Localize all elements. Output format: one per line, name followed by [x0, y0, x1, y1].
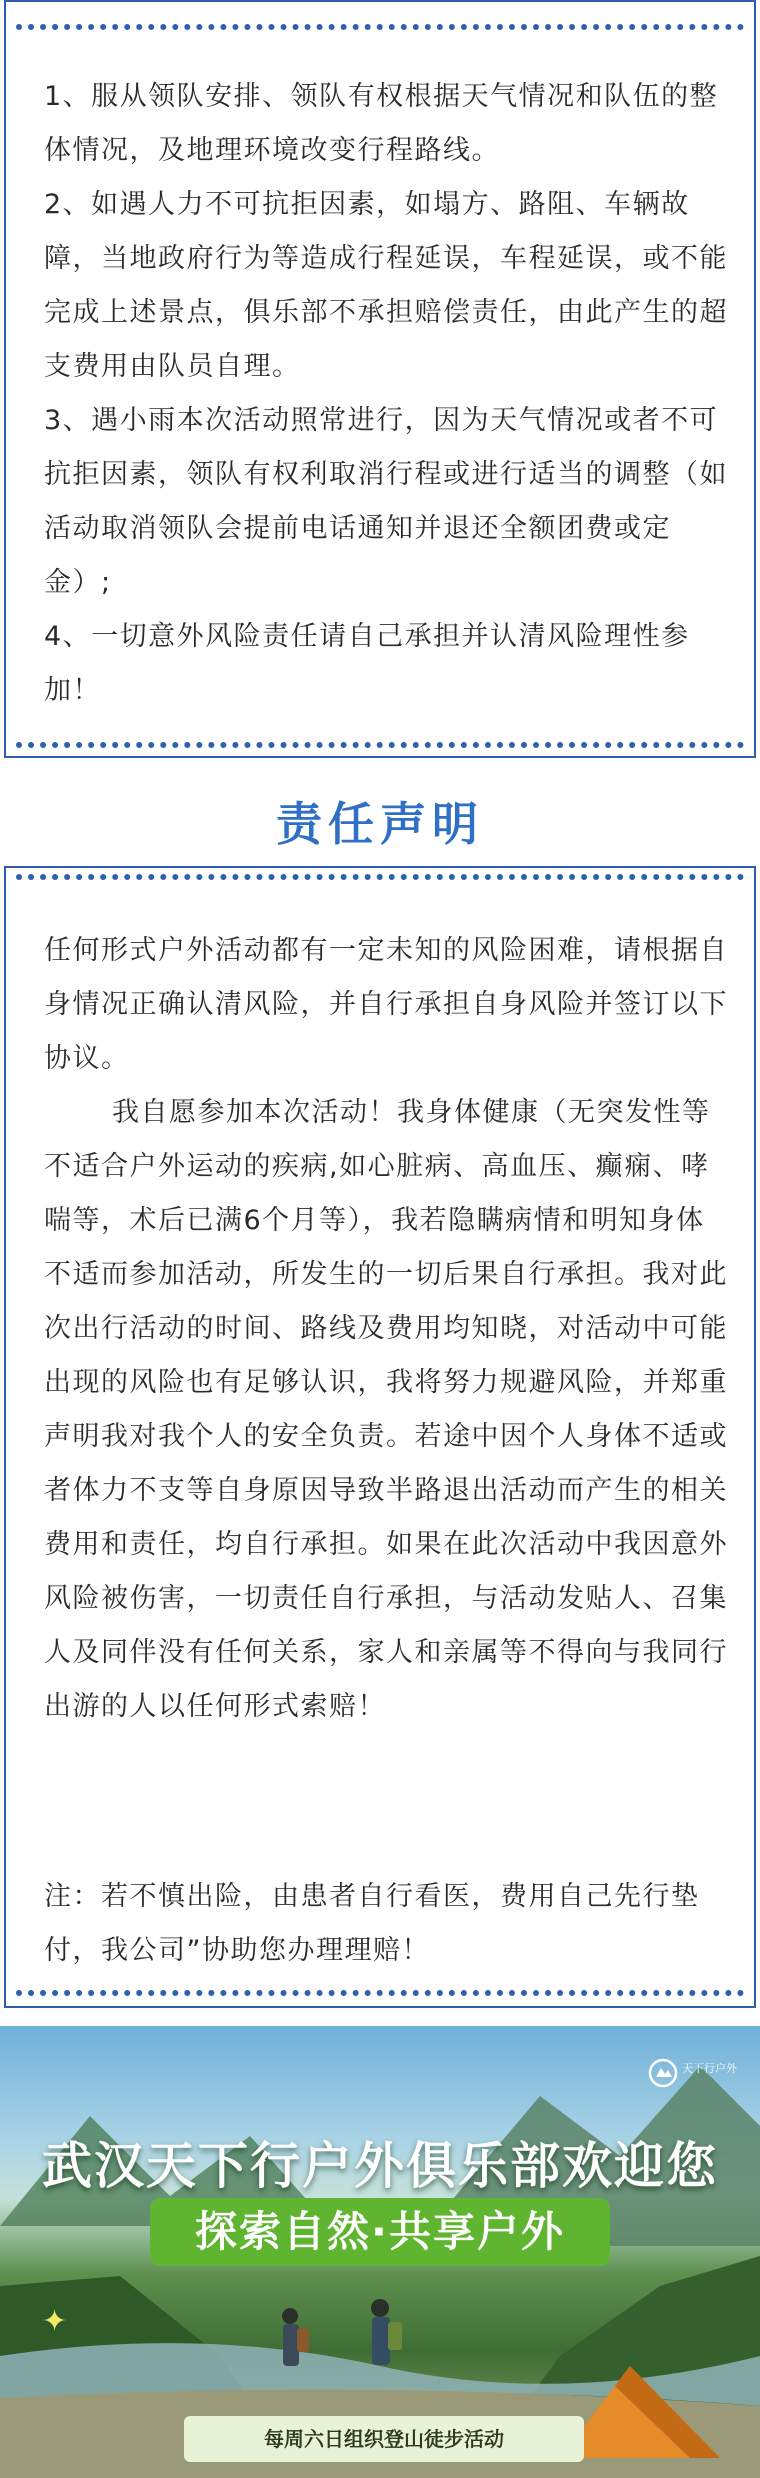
- disclaimer-body: 我自愿参加本次活动！我身体健康（无突发性等不适合户外运动的疾病,如心脏病、高血压、癫痫、哮喘等，术后已满6个月等），我若隐瞒病情和明知身体不适而参加活动，所发生的一切后果自行承担。我对此次出行活动的时间、路线及费用均知晓，对活动中可能出现的风险也有足够认识，我将努力规避风险，并郑重声明我对我个人的安全负责。若途中因个人身体不适或者体力不支等自身原因导致半路退出活动而产生的相关费用和责任，均自行承担。如果在此次活动中我因意外风险被伤害，一切责任自行承担，与活动发贴人、召集人及同伴没有任何关系，家人和亲属等不得向与我同行出游的人以任何形式索赔！: [44, 1097, 728, 1722]
- slogan-text: 探索自然·共享户外: [195, 2207, 565, 2256]
- section-title: 责任声明: [276, 797, 484, 851]
- club-logo: [648, 2056, 740, 2096]
- top-dotted-divider: [16, 24, 744, 30]
- schedule-strip: [184, 2416, 584, 2462]
- rule-item-2: 2、如遇人力不可抗拒因素，如塌方、路阻、车辆故障，当地政府行为等造成行程延误，车程延误，或不能完成上述景点，俱乐部不承担赔偿责任，由此产生的超支费用由队员自理。: [44, 189, 728, 382]
- schedule-text: 每周六日组织登山徒步活动: [264, 2427, 504, 2451]
- disclaimer-note: 注：若不慎出险，由患者自行看医，费用自己先行垫付，我公司”协助您办理理赔！: [44, 1881, 700, 1966]
- banner-title: 武汉天下行户外俱乐部欢迎您: [42, 2137, 718, 2195]
- club-logo-text: 天下行户外: [682, 2062, 737, 2075]
- rules-box: [4, 0, 756, 758]
- disclaimer-intro: 任何形式户外活动都有一定未知的风险困难，请根据自身情况正确认清风险，并自行承担自身风险并签订以下协议。: [44, 935, 728, 1074]
- svg-text:✦: ✦: [42, 2304, 68, 2339]
- rule-item-4: 4、一切意外风险责任请自己承担并认清风险理性参加！: [44, 621, 690, 706]
- rule-item-1: 1、服从领队安排、领队有权根据天气情况和队伍的整体情况，及地理环境改变行程路线。: [44, 81, 719, 166]
- bottom-dotted-divider: [16, 1990, 744, 1996]
- bottom-dotted-divider: [16, 742, 744, 748]
- club-logo-icon: [648, 2058, 678, 2088]
- disclaimer-box: [4, 866, 756, 2008]
- top-dotted-divider: [16, 874, 744, 880]
- slogan-pill: [150, 2198, 610, 2266]
- rule-item-3: 3、遇小雨本次活动照常进行，因为天气情况或者不可抗拒因素，领队有权利取消行程或进行适当的调整（如活动取消领队会提前电话通知并退还全额团费或定金）;: [44, 405, 728, 598]
- club-banner: [0, 2026, 760, 2478]
